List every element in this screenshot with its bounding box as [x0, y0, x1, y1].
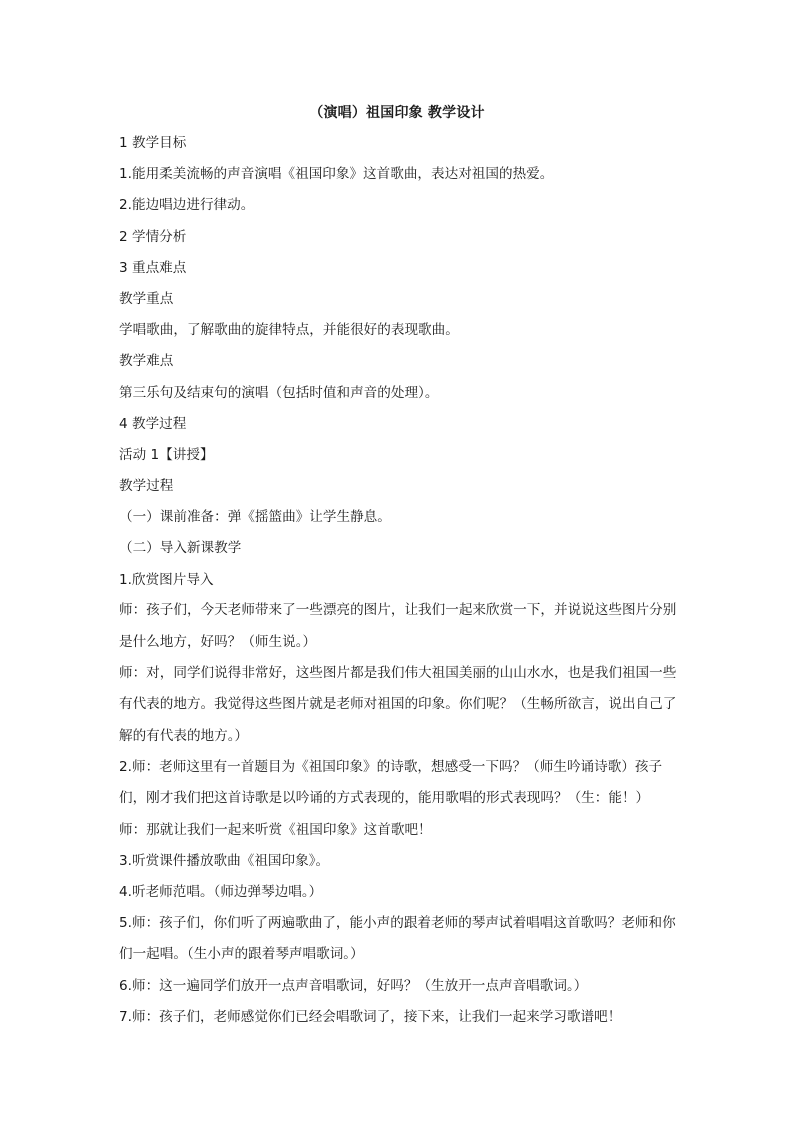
paragraph: 2.师：老师这里有一首题目为《祖国印象》的诗歌，想感受一下吗？（师生吟诵诗歌）孩子们，刚才我们把这首诗歌是以吟诵的方式表现的，能用歌唱的形式表现吗？（生：能！） — [119, 758, 663, 807]
subheading-key-point: 教学重点 — [119, 290, 174, 307]
paragraph: 3.听赏课件播放歌曲《祖国印象》。 — [119, 853, 330, 870]
paragraph: 7.师：孩子们，老师感觉你们已经会唱歌词了，接下来，让我们一起来学习歌谱吧！ — [119, 1009, 622, 1026]
paragraph: （二）导入新课教学 — [119, 540, 242, 557]
paragraph: 师：孩子们，今天老师带来了一些漂亮的图片，让我们一起来欣赏一下，并说说这些图片分别是什么地方，好吗？（师生说。） — [119, 602, 677, 650]
document-body — [119, 133, 679, 1039]
subheading-difficulty: 教学难点 — [119, 353, 174, 370]
section-heading-process: 4 教学过程 — [119, 415, 187, 432]
section-heading-objectives: 1 教学目标 — [119, 135, 187, 151]
paragraph: 5.师：孩子们，你们听了两遍歌曲了，能小声的跟着老师的琴声试着唱唱这首歌吗？老师和你们一起唱。（生小声的跟着琴声唱歌词。） — [119, 914, 676, 963]
paragraph: 2.能边唱边进行律动。 — [119, 197, 255, 214]
paragraph: 第三乐句及结束句的演唱（包括时值和声音的处理）。 — [119, 384, 439, 401]
subheading-process: 教学过程 — [119, 478, 174, 495]
paragraph: 6.师：这一遍同学们放开一点声音唱歌词，好吗？（生放开一点声音唱歌词。） — [119, 978, 588, 995]
document-title: （演唱）祖国印象 教学设计 — [309, 105, 485, 121]
paragraph: 4.听老师范唱。（师边弹琴边唱。） — [119, 884, 323, 901]
section-heading-analysis: 2 学情分析 — [119, 228, 187, 245]
section-heading-key-points: 3 重点难点 — [119, 259, 187, 276]
paragraph: （一）课前准备：弹《摇篮曲》让学生静息。 — [119, 509, 391, 526]
paragraph: 1.能用柔美流畅的声音演唱《祖国印象》这首歌曲，表达对祖国的热爱。 — [119, 166, 554, 183]
paragraph: 师：那就让我们一起来听赏《祖国印象》这首歌吧！ — [119, 822, 432, 839]
paragraph: 1.欣赏图片导入 — [119, 571, 214, 588]
paragraph: 师：对，同学们说得非常好，这些图片都是我们伟大祖国美丽的山山水水，也是我们祖国一些有代表的地方。我觉得这些图片就是老师对祖国的印象。你们呢？（生畅所欲言，说出自己了解的有代表的地方。） — [119, 664, 677, 744]
paragraph: 学唱歌曲，了解歌曲的旋律特点，并能很好的表现歌曲。 — [119, 322, 459, 339]
activity-heading: 活动 1【讲授】 — [119, 446, 214, 463]
